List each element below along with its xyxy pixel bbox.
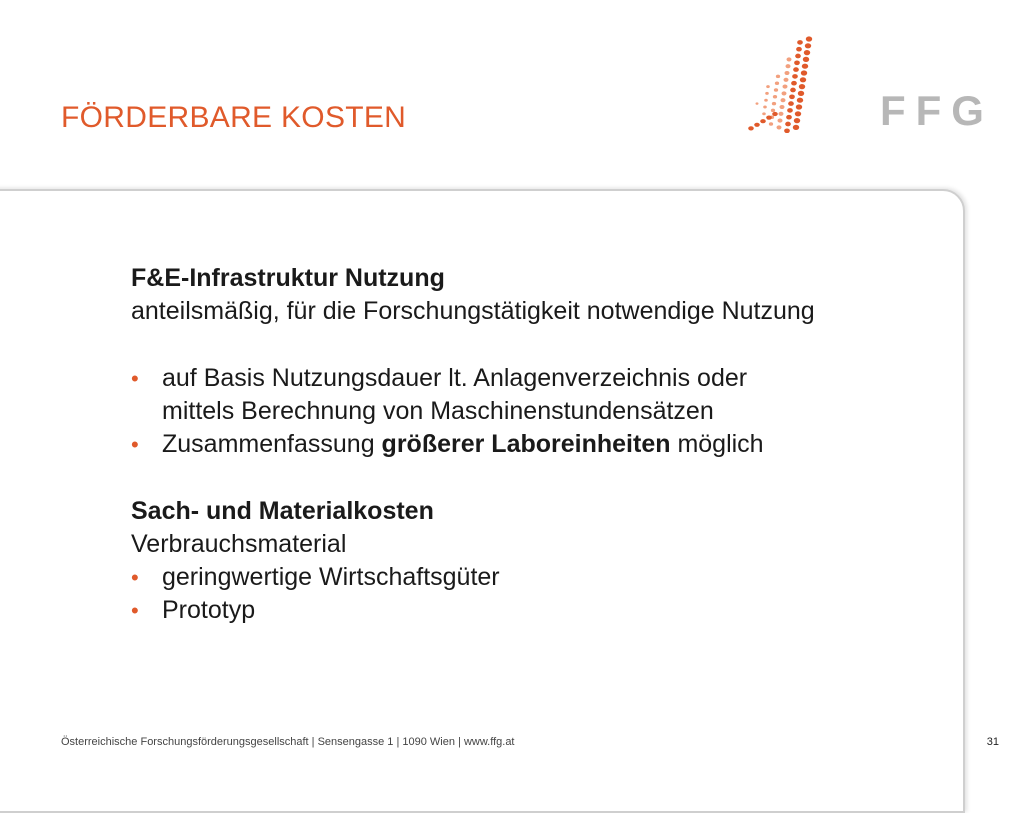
logo-dot — [794, 118, 800, 123]
logo-dot — [756, 102, 759, 104]
logo-dot — [771, 109, 775, 113]
logo-dot — [787, 57, 792, 61]
logo-dot — [793, 125, 799, 130]
logo-dot — [779, 112, 784, 116]
footer-text: Österreichische Forschungsförderungsgesellschaft | Sensengasse 1 | 1090 Wien | www.ffg.at — [61, 736, 515, 748]
logo-dot — [795, 111, 801, 116]
bullet-item — [131, 561, 931, 594]
slide-title: FÖRDERBARE KOSTEN — [61, 101, 407, 134]
logo-dot — [789, 94, 795, 99]
logo-dot — [764, 99, 768, 102]
logo-dot — [794, 60, 800, 65]
bullet-icon: • — [131, 366, 139, 391]
logo-dot — [806, 36, 812, 41]
logo-dot — [799, 84, 805, 89]
bullet-item — [131, 362, 931, 428]
logo-dot — [773, 95, 777, 99]
logo-dot — [790, 88, 796, 93]
logo-dot — [801, 70, 807, 75]
bullet-text: Prototyp — [162, 596, 256, 624]
logo-dot — [785, 71, 790, 75]
logo-dot — [777, 125, 782, 129]
logo-dot — [766, 85, 770, 88]
logo-dot — [797, 98, 803, 103]
logo-dot — [786, 64, 791, 68]
logo-dot — [788, 101, 794, 106]
logo-dot — [772, 112, 778, 116]
bullet-text-line-1: auf Basis Nutzungsdauer lt. Anlagenverzeichnis oder — [162, 364, 748, 392]
logo-dot — [787, 108, 793, 113]
logo-dot — [754, 123, 760, 127]
logo-dot — [805, 43, 811, 48]
logo-dot — [760, 119, 766, 123]
logo-dot — [748, 126, 754, 130]
logo-dot — [781, 98, 786, 102]
logo-dot — [804, 50, 810, 55]
section-2-bullet-list — [131, 561, 931, 627]
logo-dot — [769, 122, 773, 126]
logo-dot — [795, 54, 801, 59]
section-1-bullet-list — [131, 362, 931, 461]
logo-dot — [778, 119, 783, 123]
logo-dot — [796, 47, 802, 52]
section-1-heading: F&E-Infrastruktur Nutzung — [131, 264, 445, 292]
logo-dot — [803, 57, 809, 62]
bullet-icon: • — [131, 432, 139, 457]
bullet-text-line-2: mittels Berechnung von Maschinenstundensätzen — [162, 397, 714, 425]
spacer — [131, 461, 931, 495]
spacer — [131, 328, 931, 362]
logo-dot — [776, 75, 780, 79]
section-1-text: anteilsmäßig, für die Forschungstätigkeit notwendige Nutzung — [131, 297, 815, 325]
logo-dot — [765, 92, 769, 95]
bullet-text: geringwertige Wirtschaftsgüter — [162, 563, 500, 591]
logo-text: FFG — [880, 87, 994, 134]
bullet-icon: • — [131, 565, 139, 590]
logo-dot — [772, 102, 776, 106]
logo-dot — [775, 81, 779, 85]
logo-dot — [796, 104, 802, 109]
bullet-icon: • — [131, 598, 139, 623]
logo-dot — [783, 85, 788, 89]
logo-dot — [766, 116, 772, 120]
bullet-item — [131, 428, 931, 461]
page-number: 31 — [986, 736, 999, 748]
logo-dot — [800, 77, 806, 82]
logo-dot — [780, 105, 785, 109]
logo-dot — [798, 91, 804, 96]
bullet-text-after: möglich — [670, 430, 764, 458]
section-2-heading: Sach- und Materialkosten — [131, 497, 434, 525]
bullet-text-bold: größerer Laboreinheiten — [381, 430, 671, 458]
logo-dot — [797, 40, 803, 45]
logo-dot — [762, 112, 766, 115]
logo-dot — [784, 128, 790, 133]
logo-dot — [802, 64, 808, 69]
slide-content — [131, 262, 931, 627]
logo-dot — [785, 122, 791, 127]
logo-dot — [791, 81, 797, 86]
bullet-text-before: Zusammenfassung — [162, 430, 382, 458]
logo-dot — [774, 88, 778, 92]
logo-dot — [782, 91, 787, 95]
bullet-item — [131, 594, 931, 627]
logo-dot — [763, 106, 767, 109]
logo-dot — [784, 78, 789, 82]
logo-dot — [786, 115, 792, 120]
section-2-text: Verbrauchsmaterial — [131, 530, 347, 558]
logo-dot — [792, 74, 798, 79]
logo-dot — [793, 67, 799, 72]
